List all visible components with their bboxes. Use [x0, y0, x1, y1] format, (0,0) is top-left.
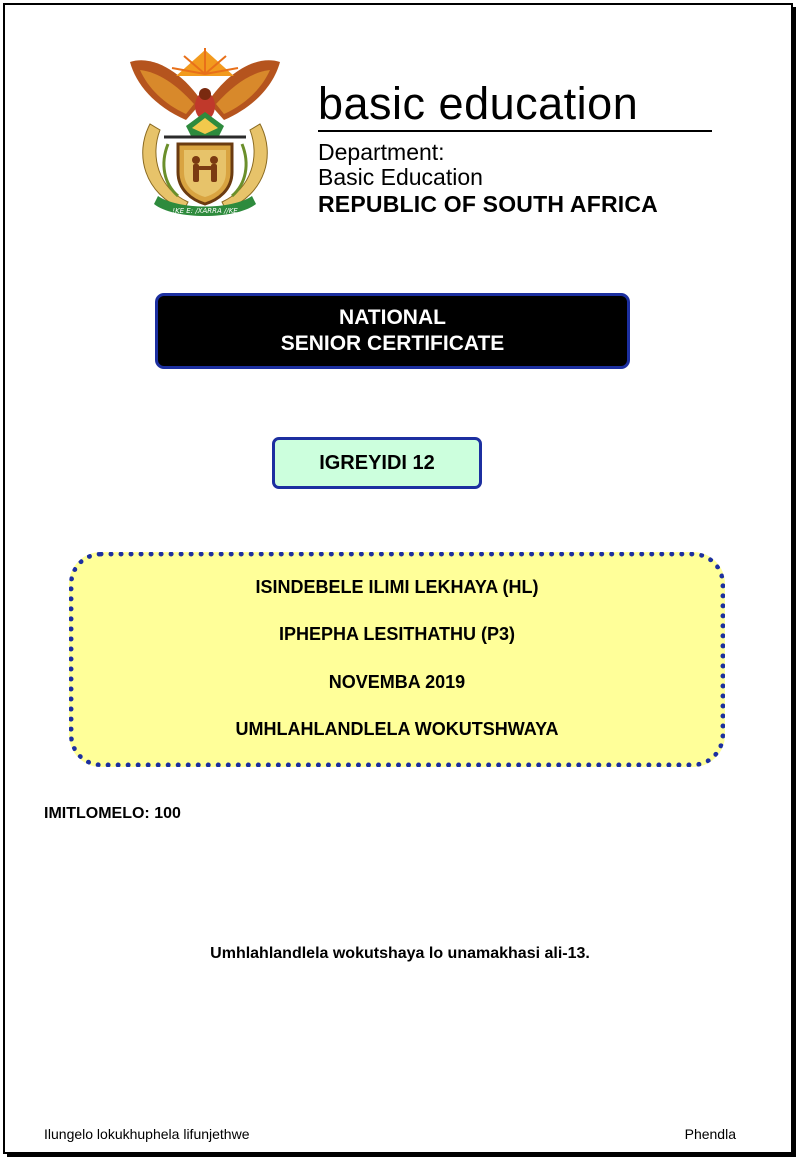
subject-line-date: NOVEMBA 2019 — [328, 672, 466, 692]
grade-badge: IGREYIDI 12 — [272, 437, 482, 489]
total-marks: IMITLOMELO: 100 — [44, 805, 181, 822]
page-count-note: Umhlahlandlela wokutshaya lo unamakhasi ali-13. — [210, 945, 590, 962]
subject-line-language: ISINDEBELE ILIMI LEKHAYA (HL) — [255, 577, 539, 597]
subject-panel — [69, 552, 725, 767]
department-heading — [318, 78, 718, 218]
brand-title: basic education — [318, 78, 639, 129]
department-label: Department: — [318, 139, 445, 165]
motto-text: !KE E: /XARRA //KE — [172, 207, 238, 215]
department-name: Basic Education — [318, 164, 483, 190]
brand-underline — [318, 130, 712, 132]
certificate-line-2: SENIOR CERTIFICATE — [280, 332, 505, 355]
coat-of-arms-logo — [124, 44, 286, 228]
copyright-notice: Ilungelo lokukhuphela lifunjethwe — [44, 1126, 250, 1142]
certificate-banner — [155, 293, 630, 369]
certificate-line-1: NATIONAL — [339, 306, 446, 329]
country-name: REPUBLIC OF SOUTH AFRICA — [318, 191, 658, 217]
turn-over-label: Phendla — [684, 1126, 736, 1142]
subject-line-memo: UMHLAHLANDLELA WOKUTSHWAYA — [235, 719, 559, 739]
subject-line-paper: IPHEPHA LESITHATHU (P3) — [278, 624, 515, 644]
